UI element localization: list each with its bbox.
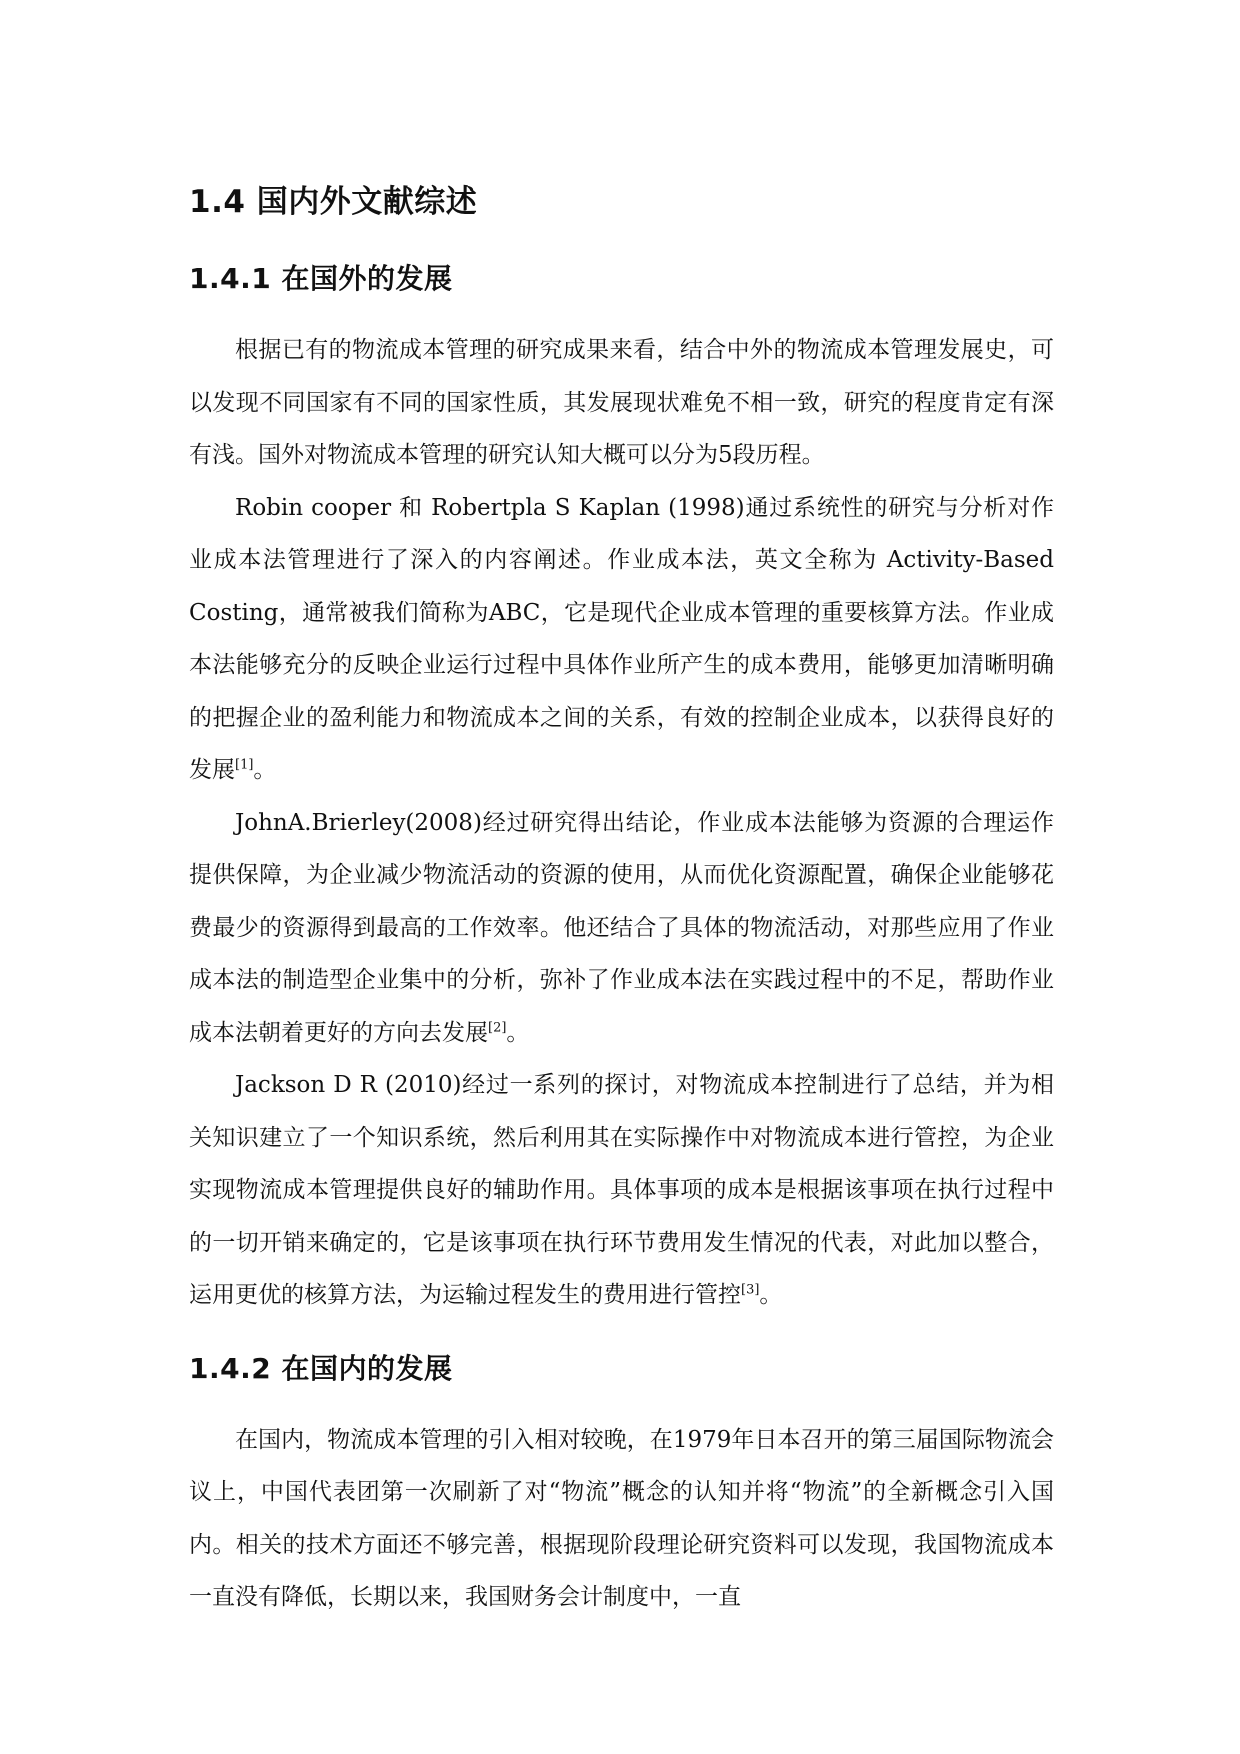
paragraph-end-mark: 。 [253,757,277,783]
paragraph-text: 根据已有的物流成本管理的研究成果来看，结合中外的物流成本管理发展史，可以发现不同国家有不同的国家性质，其发展现状难免不相一致，研究的程度肯定有深有浅。国外对物流成本管理的研究认知大概可以分为5段历程。 [189,337,1054,468]
section-heading: 1.4 国内外文献综述 [189,184,478,220]
subsection-heading-domestic: 1.4.2 在国内的发展 [189,1351,453,1385]
paragraph-text: 在国内，物流成本管理的引入相对较晚，在1979年日本召开的第三届国际物流会议上，中国代表团第一次刷新了对“物流”概念的认知并将“物流”的全新概念引入国内。相关的技术方面还不够完善，根据现阶段理论研究资料可以发现，我国物流成本一直没有降低，长期以来，我国财务会计制度中，一直 [189,1426,1054,1610]
paragraph-overview [189,324,1054,482]
citation-marker: [3] [741,1282,760,1298]
page-content [189,172,1054,1624]
paragraph-kaplan [189,482,1054,797]
subsection-heading-foreign: 1.4.1 在国外的发展 [189,262,453,295]
paragraph-end-mark: 。 [759,1282,783,1308]
paragraph-end-mark: 。 [506,1019,530,1046]
paragraph-jackson [189,1059,1054,1322]
paragraph-brierley [189,797,1054,1060]
paragraph-text: Robin cooper 和 Robertpla S Kaplan (1998)通过系统性的研究与分析对作业成本法管理进行了深入的内容阐述。作业成本法，英文全称为 Activity-Based Costing，通常被我们简称为ABC，它是现代企业成本管理的重要核算方法。作业成本法能够充分的反映企业运行过程中具体作业所产生的成本费用，能够更加清晰明确的把握企业的盈利能力和物流成本之间的关系，有效的控制企业成本，以获得良好的发展 [189,494,1054,783]
citation-marker: [2] [488,1019,507,1035]
paragraph-text: JohnA.Brierley(2008)经过研究得出结论，作业成本法能够为资源的合理运作提供保障，为企业减少物流活动的资源的使用，从而优化资源配置，确保企业能够花费最少的资源得到最高的工作效率。他还结合了具体的物流活动，对那些应用了作业成本法的制造型企业集中的分析，弥补了作业成本法在实践过程中的不足，帮助作业成本法朝着更好的方向去发展 [189,809,1054,1046]
paragraph-domestic [189,1414,1054,1624]
citation-marker: [1] [235,757,254,773]
paragraph-text: Jackson D R (2010)经过一系列的探讨，对物流成本控制进行了总结，并为相关知识建立了一个知识系统，然后利用其在实际操作中对物流成本进行管控，为企业实现物流成本管理提供良好的辅助作用。具体事项的成本是根据该事项在执行过程中的一切开销来确定的，它是该事项在执行环节费用发生情况的代表，对此加以整合，运用更优的核算方法，为运输过程发生的费用进行管控 [189,1072,1054,1308]
